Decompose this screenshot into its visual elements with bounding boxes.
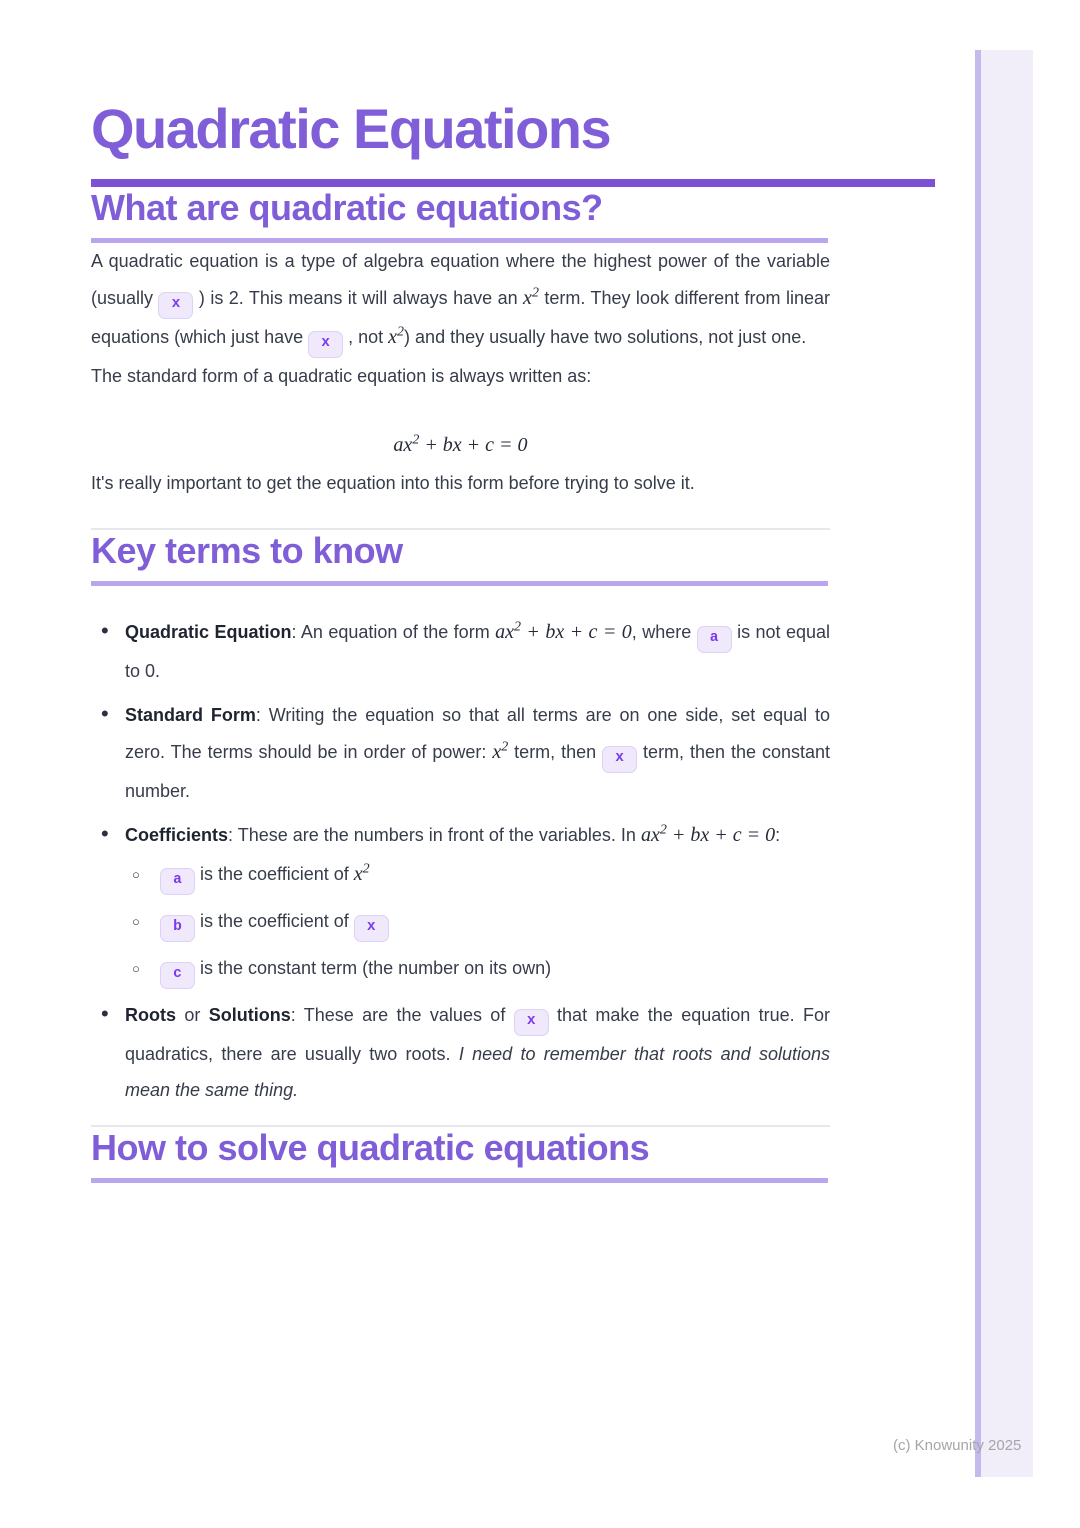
sub-list-item bbox=[125, 903, 830, 942]
sub-list-item bbox=[125, 950, 830, 989]
list-item-text: Roots or Solutions: These are the values of x that make the equation true. For quadratics, there are usually two roots. I need to remember that roots and solutions mean the same thing. bbox=[125, 1004, 831, 1100]
sub-list-item bbox=[125, 856, 830, 895]
math-expression: $x^2$ bbox=[523, 284, 539, 309]
math-expression: $ax^2$ + bx + c = 0 bbox=[495, 618, 632, 643]
inline-code-badge: a bbox=[160, 868, 195, 895]
math-expression: $ax^2$ + bx + c = 0 bbox=[640, 822, 776, 846]
list-item-text: Coefficients: These are the numbers in front of the variables. In $ax^2$ + bx + c = 0: bbox=[125, 822, 781, 846]
section-key-terms-to-know bbox=[91, 530, 830, 1109]
inline-code-badge: a bbox=[697, 626, 732, 653]
section-what-are-quadratic-equations bbox=[91, 187, 830, 502]
italic-note: I need to remember that roots and solutions mean the same thing. bbox=[125, 1043, 831, 1100]
math-expression: $x^2$ bbox=[492, 738, 509, 763]
page-edge-scroll-gutter[interactable] bbox=[975, 50, 1033, 1477]
section-heading-key-terms: Key terms to know bbox=[91, 529, 403, 571]
inline-code-badge: x bbox=[354, 915, 389, 942]
inline-code-badge: b bbox=[160, 915, 195, 942]
list-item-text: Quadratic Equation: An equation of the form $ax^2$ + bx + c = 0, where a is not equal to 0. bbox=[125, 618, 830, 681]
section-heading-how-to-solve: How to solve quadratic equations bbox=[91, 1126, 650, 1168]
page-title: Quadratic Equations bbox=[91, 97, 611, 160]
inline-code-badge: x bbox=[308, 331, 343, 358]
title-rule bbox=[91, 179, 935, 187]
list-item-text: b is the coefficient of x bbox=[160, 911, 389, 931]
bold-term: Coefficients bbox=[125, 825, 229, 845]
math-expression: $x^2$ bbox=[353, 860, 370, 885]
list-item-text: a is the coefficient of $x^2$ bbox=[160, 864, 370, 884]
list-item bbox=[91, 614, 830, 690]
section-heading-what-are: What are quadratic equations? bbox=[91, 187, 603, 228]
list-item bbox=[91, 817, 830, 989]
equation-display bbox=[91, 424, 830, 465]
paragraph: A quadratic equation is a type of algebra equation where the highest power of the variable (usually x ) is 2. This means it will always have an $x^2$ term. They look different from linear equations (which just have x , not $x^2$) and they usually have two solutions, not just one. bbox=[91, 243, 830, 358]
note-content bbox=[91, 97, 831, 1183]
list-item-text: c is the constant term (the number on its own) bbox=[160, 958, 551, 978]
paragraph: The standard form of a quadratic equation is always written as: bbox=[91, 365, 592, 386]
inline-code-badge: c bbox=[160, 962, 195, 989]
coefficients-sublist bbox=[125, 856, 830, 989]
section-heading-underline bbox=[91, 581, 828, 586]
bold-term: Solutions bbox=[208, 1004, 291, 1025]
section-how-to-solve bbox=[91, 1127, 830, 1183]
paragraph: It's really important to get the equation into this form before trying to solve it. bbox=[91, 473, 695, 493]
math-expression: $ax^2$ + bx + c = 0 bbox=[393, 432, 528, 456]
copyright-footer: (c) Knowunity 2025 bbox=[893, 1437, 1022, 1454]
bold-term: Roots bbox=[125, 1004, 176, 1025]
inline-code-badge: x bbox=[514, 1009, 549, 1036]
key-terms-list bbox=[91, 614, 830, 1109]
list-item-text: Standard Form: Writing the equation so that all terms are on one side, set equal to zero. The terms should be in order of power: $x^2$ term, then x term, then the constant number. bbox=[125, 705, 831, 801]
list-item bbox=[91, 697, 830, 809]
bold-term: Standard Form bbox=[125, 705, 256, 725]
inline-code-badge: x bbox=[158, 292, 193, 319]
list-item bbox=[91, 997, 830, 1109]
inline-code-badge: x bbox=[602, 746, 637, 773]
math-expression: $x^2$ bbox=[388, 323, 405, 348]
section-heading-underline bbox=[91, 1178, 828, 1183]
bold-term: Quadratic Equation bbox=[125, 621, 292, 642]
